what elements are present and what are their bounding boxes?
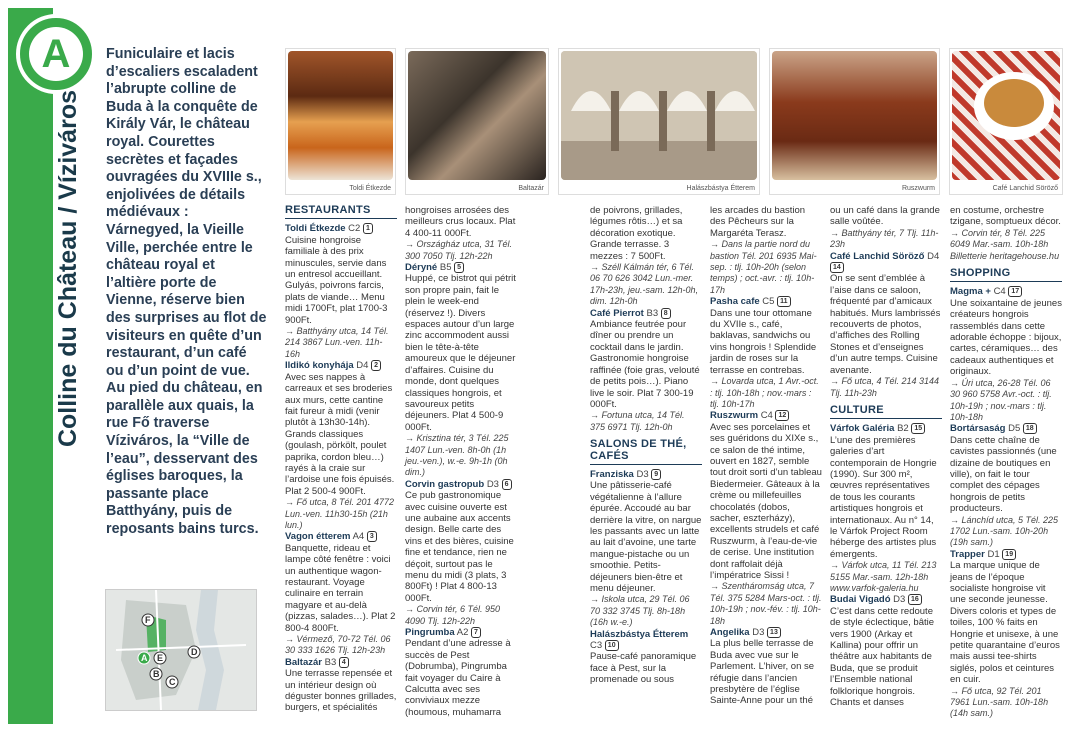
venue-number: 11 — [777, 296, 790, 307]
column-6 — [950, 205, 1062, 720]
venue-info: → Fortuna utca, 14 Tél. 375 6971 Tlj. 12h-0h — [590, 410, 685, 432]
venue-info: → Iskola utca, 29 Tél. 06 70 332 3745 Tlj. 8h-18h (16h w.-e.) — [590, 594, 690, 628]
map-code: D4 — [927, 250, 940, 262]
photo-caption: Halászbástya Étterem — [686, 185, 755, 192]
venue-name: Déryné — [405, 262, 438, 274]
venue-number: 1 — [363, 223, 373, 234]
map-code: C5 — [762, 296, 775, 308]
venue-info: → Corvin tér, 8 Tél. 225 6049 Mar.-sam. 10h-18h Billetterie heritagehouse.hu — [950, 227, 1060, 261]
section-heading: CULTURE — [830, 405, 942, 419]
venue-name: Ildikó konyhája — [285, 360, 354, 372]
venue-name: Bortársaság — [950, 423, 1006, 435]
venue-number: 5 — [454, 262, 464, 273]
section-heading: SALONS DE THÉ, CAFÉS — [590, 439, 702, 465]
venue-description: Pause-café panoramique face à Pest, sur la promenade ou sous — [590, 651, 697, 686]
venue-name: Baltazár — [285, 656, 322, 668]
venue-name: Franziska — [590, 468, 634, 480]
map-code: B2 — [897, 423, 909, 435]
photo-caption: Toldi Étkezde — [349, 185, 391, 192]
venue-name: Magma + — [950, 286, 991, 298]
venue-description: Cuisine hongroise familiale à des prix minuscules, servie dans un entresol accueillant. Gulyás, poivrons farcis, plats de viande… Menu midi 1700Ft, plat 1700-3 900Ft. — [285, 234, 388, 326]
column-4 — [710, 205, 822, 707]
venue-name: Vagon étterem — [285, 531, 351, 543]
venue-name: Trapper — [950, 548, 985, 560]
map-code: A2 — [456, 627, 469, 639]
venue-name: Pasha cafe — [710, 296, 760, 308]
map-code: C3 — [590, 640, 603, 652]
map-label: E — [157, 653, 164, 663]
map-code: C2 — [348, 223, 361, 235]
venue-name: Angelika — [710, 627, 750, 639]
map-code: C4 — [993, 286, 1006, 298]
venue-name: Ruszwurm — [710, 410, 759, 422]
venue-description: en costume, orchestre tzigane, somptueux décor. — [950, 205, 1061, 228]
venue-info: → Vérmező, 70-72 Tél. 06 30 333 1626 Tlj. 12h-23h — [285, 634, 391, 656]
venue-description: Une pâtisserie-café végétalienne à l’allure épurée. Accoudé au bar derrière la vitre, on nargue les passants avec un latte au lait d’avoine, une tarte mangue-pistache ou un smoothie. Petits-déjeuners bien-être et menu déjeuner. — [590, 480, 702, 594]
chapter-badge — [16, 14, 96, 94]
venue-description: les arcades du bastion des Pêcheurs sur la Margaréta Terasz. — [710, 205, 806, 239]
venue-number: 19 — [1002, 549, 1016, 560]
map-code: D5 — [1008, 423, 1021, 435]
venue-info: → Corvin tér, 6 Tél. 950 4090 Tlj. 12h-22h — [405, 604, 501, 626]
venue-description: hongroises arrosées des meilleurs crus locaux. Plat 4 400-11 000Ft. — [405, 205, 516, 239]
venue-info: → Krisztina tér, 3 Tél. 225 1407 Lun.-ven. 8h-0h (1h jeu.-ven.), w.-e. 9h-1h (0h dim.) — [405, 433, 509, 478]
venue-description: L’une des premières galeries d’art contemporain de Hongrie (1990). Sur 300 m², œuvres représentatives de tous les courants artistiques hongrois et internationaux. Au n° 14, le Várfok Project Room héberge des artistes plus émergents. — [830, 434, 937, 560]
venue-description: On se sent d’emblée à l’aise dans ce saloon, fréquenté par d’amicaux habitués. Murs lambrissés recouverts de photos, d’affiches des Rolling Stones et d’enseignes d’un autre temps. Cuisine avenante. — [830, 273, 941, 376]
photo-lanchid — [949, 48, 1063, 195]
venue-description: La marque unique de jeans de l’époque socialiste hongroise vit une seconde jeunesse. Divers coloris et types de toiles, 100 % faits en Hongrie et unisexe, à une petite quarantaine d’euros mais aussi tee-shirts siglés, polos et ceintures en cuir. — [950, 560, 1060, 686]
map-code: D4 — [356, 360, 369, 372]
venue-info: → Szentháromság utca, 7 Tél. 375 5284 Mars-oct. : tlj. 10h-19h ; nov.-fév. : tlj. 10h-18h — [710, 581, 822, 626]
venue-number: 3 — [367, 531, 377, 542]
venue-number: 17 — [1008, 286, 1022, 297]
map-code: D3 — [752, 627, 765, 639]
photo-halaszbastya — [558, 48, 760, 195]
venue-info: → Úri utca, 26-28 Tél. 06 30 960 5758 Avr.-oct. : tlj. 10h-19h ; nov.-mars : tlj. 10h-18h — [950, 377, 1052, 422]
venue-description: Banquette, rideau et lampe côté fenêtre : voici un authentique wagon-restaurant. Voyage culinaire en terrain magyare et au-delà (pizzas, salades…). Plat 2 800-4 800Ft. — [285, 542, 396, 634]
venue-info: → Fő utca, 4 Tél. 214 3144 Tlj. 11h-23h — [830, 376, 940, 398]
venue-info: → Lánchíd utca, 5 Tél. 225 1702 Lun.-sam. 10h-20h (19h sam.) — [950, 514, 1059, 548]
map-code: C4 — [760, 410, 773, 422]
photo-caption: Baltazár — [518, 185, 544, 192]
photo-baltazar — [405, 48, 549, 195]
column-5 — [830, 205, 942, 708]
venue-description: La plus belle terrasse de Buda avec vue sur le Parlement. L’hiver, on se réfugie dans l’ancien presbytère de l’église Sainte-Anne pour un thé — [710, 638, 815, 707]
venue-number: 6 — [502, 479, 512, 490]
photo-ruszwurm — [769, 48, 940, 195]
map-code: A4 — [352, 531, 365, 543]
map-label: A — [141, 653, 148, 663]
venue-number: 4 — [339, 657, 349, 668]
venue-description: Avec ses porcelaines et ses guéridons du XIXe s., ce salon de thé intime, ouvert en 1827, semble tout droit sorti d’un tableau Biedermeier. Gâteaux à la crème ou millefeuilles chocolatés (dobos, sacher, eszterházy), excellents strudels et café Ruszwurm, à l’eau-de-vie de cerise. Une institution dont raffolait déjà l’impératrice Sissi ! — [710, 421, 822, 581]
venue-number: 7 — [471, 627, 481, 638]
venue-name: Toldi Étkezde — [285, 223, 346, 235]
section-heading: SHOPPING — [950, 268, 1062, 282]
photo-toldi — [285, 48, 396, 195]
venue-number: 14 — [830, 262, 844, 273]
venue-number: 2 — [371, 360, 381, 371]
venue-info: → Batthyány utca, 14 Tél. 214 3867 Lun.-ven. 11h-16h — [285, 326, 389, 359]
venue-description: de poivrons, grillades, légumes rôtis…) et sa décoration exotique. Grande terrasse. 3 mezzes : 7 500Ft. — [590, 205, 683, 262]
venue-description: C’est dans cette redoute de style éclectique, bâtie vers 1900 (Arkay et Kallina) pour offrir un théâtre aux habitants de Buda, que se produit l’Ensemble national folklorique hongrois. Chants et danses — [830, 605, 935, 709]
section-heading: RESTAURANTS — [285, 205, 397, 219]
column-3 — [590, 205, 702, 686]
map-label: F — [145, 615, 151, 625]
map-code: D3 — [636, 468, 649, 480]
venue-description: Une soixantaine de jeunes créateurs hongrois rassemblés dans cette adorable échoppe : bijoux, cartes, céramiques… des cadeaux authentiques et originaux. — [950, 297, 1062, 378]
photo-caption: Ruszwurm — [901, 185, 935, 192]
map-code: B3 — [646, 307, 659, 319]
map-code: B3 — [324, 656, 337, 668]
map-code: B5 — [439, 262, 452, 274]
venue-description: Ambiance feutrée pour dîner ou prendre un cocktail dans le jardin. Gastronomie hongroise raffinée (foie gras, velouté de petits pois…). Piano live le soir. Plat 7 300-19 000Ft. — [590, 319, 700, 410]
venue-info: → Széll Kálmán tér, 6 Tél. 06 70 626 3042 Lun.-mer. 17h-23h, jeu.-sam. 12h-0h, dim. 12h-0h — [590, 262, 699, 307]
chapter-bar — [8, 8, 53, 724]
venue-number: 8 — [661, 308, 671, 319]
venue-name: Café Lanchid Söröző — [830, 250, 925, 262]
venue-name: Corvin gastropub — [405, 478, 485, 490]
venue-number: 15 — [911, 423, 925, 434]
map-code: D3 — [893, 594, 906, 606]
photo-caption: Café Lanchid Söröző — [992, 185, 1058, 192]
chapter-letter: A — [29, 27, 83, 81]
venue-number: 9 — [651, 469, 661, 480]
venue-name: Várfok Galéria — [830, 423, 895, 435]
venue-name: Budai Vigadó — [830, 594, 891, 606]
venue-number: 12 — [775, 410, 789, 421]
district-map — [105, 589, 257, 711]
venue-number: 16 — [908, 594, 922, 605]
intro-text: Funiculaire et lacis d’escaliers escaladent l’abrupte colline de Buda à la conquête de Király Vár, le château royal. Courettes secrètes et façades ouvragées du XVIIIe s., enjolivées de détails médiévaux : Várnegyed, la Vieille Ville, perchée entre le château royal et l’altière porte de Vienne, réserve bien des surprises au flot de visiteurs en quête d’un restaurant, d’un café ou d’un point de vue. Au pied du château, en parallèle aux quais, la rue Fő traverse Víziváros, la “Ville de l’eau”, desservant des églises baroques, la passante place Batthyány, puis de reposants bains turcs. — [106, 46, 267, 538]
venue-description: Une terrasse repensée et un intérieur design où déguster bonnes grillades, burgers, et spécialités — [285, 668, 397, 714]
venue-info: → Lovarda utca, 1 Avr.-oct. : tlj. 10h-18h ; nov.-mars : tlj. 10h-17h — [710, 376, 819, 409]
map-label: C — [169, 677, 176, 687]
venue-number: 18 — [1023, 423, 1037, 434]
venue-name: Halászbástya Étterem — [590, 628, 689, 640]
venue-number: 13 — [767, 627, 781, 638]
venue-number: 10 — [605, 640, 619, 651]
venue-info: → Dans la partie nord du bastion Tél. 201 6935 Mai-sep. : tlj. 10h-20h (selon temps) ; oct.-avr. : tlj. 10h-17h — [710, 239, 817, 295]
map-code: D1 — [987, 548, 1000, 560]
venue-description: Ce pub gastronomique avec cuisine ouverte est une aubaine aux accents design. Belle carte des vins et des bières, cuisine fine et tendance, rien ne déçoit, surtout pas le menu du midi (3 plats, 3 800Ft) ! Plat 4 800-13 000Ft. — [405, 490, 514, 604]
venue-description: Dans cette chaîne de cavistes passionnés (une dizaine de boutiques en ville), on fait le tour complet des cépages hongrois de petits producteurs. — [950, 434, 1057, 515]
venue-name: Café Pierrot — [590, 307, 644, 319]
venue-info: → Várfok utca, 11 Tél. 213 5155 Mar.-sam. 12h-18h www.varfok-galeria.hu — [830, 560, 937, 593]
venue-info: → Fő utca, 92 Tél. 201 7961 Lun.-sam. 10h-18h (14h sam.) — [950, 685, 1049, 719]
map-code: D3 — [486, 478, 499, 490]
column-2 — [405, 205, 519, 718]
venue-description: ou un café dans la grande salle voûtée. — [830, 205, 940, 228]
venue-description: Pendant d’une adresse à succès de Pest (Dobrumba), Pingrumba fait voyager du Caire à Calcutta avec ses conviviaux mezze (houmous, muhamarra — [405, 638, 511, 718]
map-label: B — [153, 669, 160, 679]
venue-info: → Fő utca, 8 Tél. 201 4772 Lun.-ven. 11h30-15h (21h lun.) — [285, 497, 395, 530]
column-1 — [285, 205, 397, 714]
venue-description: Huppé, ce bistrot qui pétrit son propre pain, fait le plein le week-end (réservez !). Divers espaces autour d’un large zinc accommodent aussi bien le tête-à-tête amoureux que le déjeuner d’affaires. Cuisine du monde, dont quelques classiques hongrois, et savoureux petits déjeuners. Plat 4 500-9 000Ft. — [405, 273, 516, 433]
venue-name: Pingrumba — [405, 627, 455, 639]
venue-description: Dans une tour ottomane du XVIIe s., café, baklavas, sandwichs ou vins hongrois ! Splendide jardin de roses sur la terrasse en contrebas. — [710, 307, 817, 376]
venue-description: Avec ses nappes à carreaux et ses broderies aux murs, cette cantine fait fureur à midi (venir plutôt à 13h30-14h). Grands classiques (goulash, pörkölt, poulet paprika, cordon bleu…) rayés à la craie sur l’ardoise une fois épuisés. Plat 2 500-4 900Ft. — [285, 371, 395, 497]
venue-info: → Országház utca, 31 Tél. 300 7050 Tlj. 12h-22h — [405, 239, 513, 261]
chapter-title: Colline du Château / Víziváros — [54, 90, 82, 448]
map-label: D — [191, 647, 198, 657]
venue-info: → Batthyány tér, 7 Tlj. 11h-23h — [830, 227, 939, 250]
